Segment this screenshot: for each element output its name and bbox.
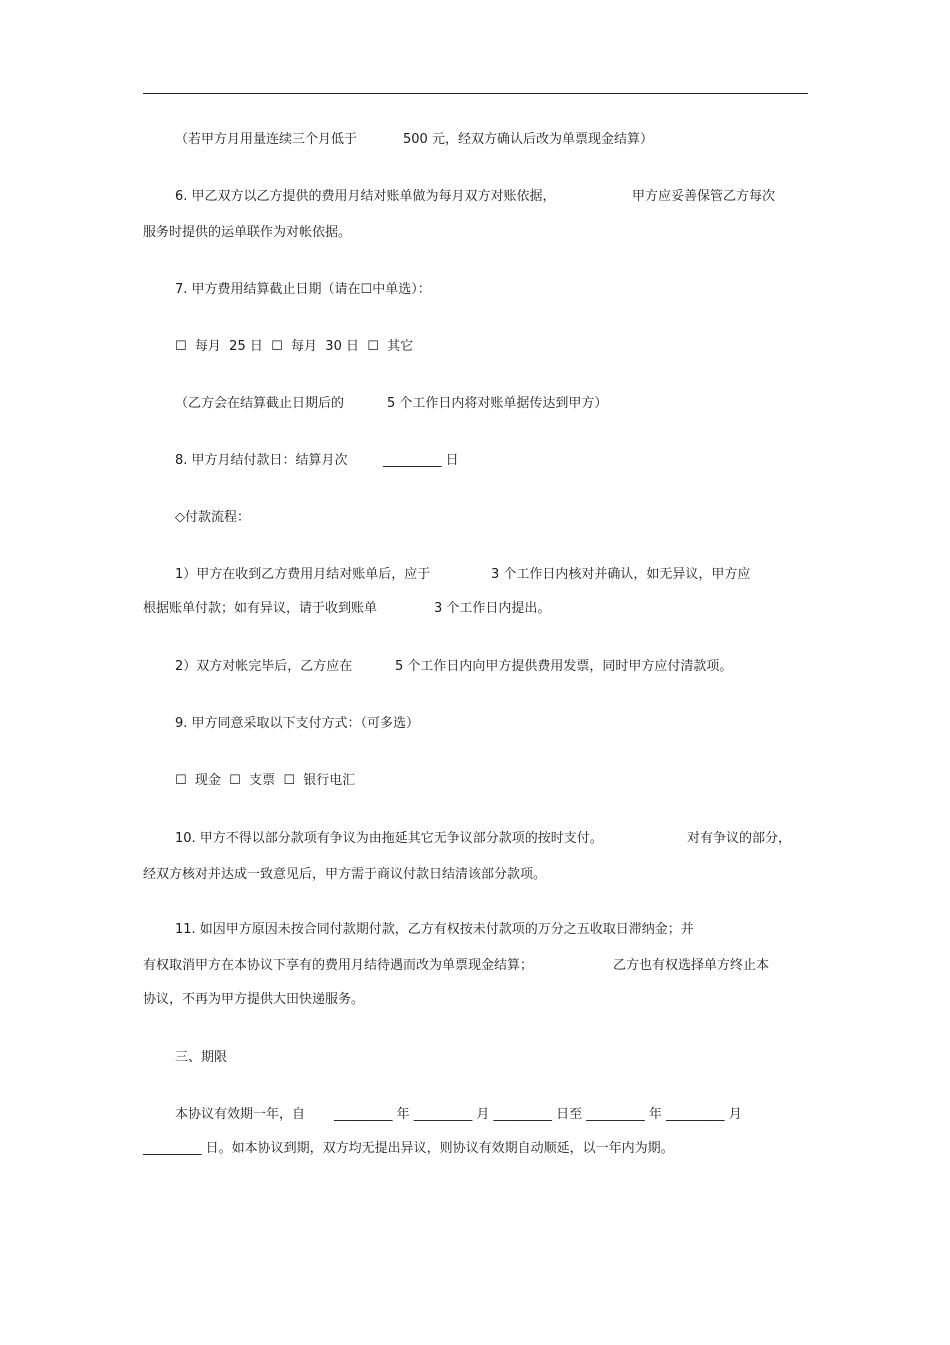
text-line: 500 元，经双方确认后改为单票现金结算） <box>403 132 653 147</box>
text-line: （若甲方月用量连续三个月低于 <box>175 132 358 147</box>
checkbox-options-settlement[interactable]: ☐ 每月 25 日 ☐ 每月 30 日 ☐ 其它 <box>175 339 414 354</box>
clause-11-line: 11. 如因甲方原因未按合同付款期付款，乙方有权按未付款项的万分之五收取日滞纳金；并 <box>175 922 694 937</box>
clause-10-line: 10. 甲方不得以部分款项有争议为由拖延其它无争议部分款项的按时支付。 <box>175 831 603 846</box>
text-line: （乙方会在结算截止日期后的 <box>175 396 345 411</box>
clause-10-line: 经双方核对并达成一致意见后，甲方需于商议付款日结清该部分款项。 <box>143 867 547 882</box>
clause-6-line: 甲方应妥善保管乙方每次 <box>632 189 776 204</box>
clause-8-line: 8. 甲方月结付款日：结算月次 <box>175 453 348 468</box>
clause-11-line: 乙方也有权选择单方终止本 <box>613 958 770 973</box>
clause-6-line: 服务时提供的运单联作为对帐依据。 <box>143 225 352 240</box>
term-line: 本协议有效期一年，自 <box>175 1107 306 1122</box>
process-step-1: 3 个工作日内提出。 <box>434 601 551 616</box>
clause-6-line: 6. 甲乙双方以乙方提供的费用月结对账单做为每月双方对账依据， <box>175 189 556 204</box>
process-step-1: 3 个工作日内核对并确认，如无异议，甲方应 <box>491 567 751 582</box>
checkbox-options-payment[interactable]: ☐ 现金 ☐ 支票 ☐ 银行电汇 <box>175 773 356 788</box>
payment-process-heading: ◇付款流程： <box>175 510 250 525</box>
process-step-2: 5 个工作日内向甲方提供费用发票，同时甲方应付清款项。 <box>395 659 733 674</box>
term-line: _________ 日。如本协议到期，双方均无提出异议，则协议有效期自动顺延，以一年内为期。 <box>143 1141 674 1156</box>
process-step-1: 1）甲方在收到乙方费用月结对账单后，应于 <box>175 567 431 582</box>
process-step-2: 2）双方对帐完毕后，乙方应在 <box>175 659 353 674</box>
clause-7-line: 7. 甲方费用结算截止日期（请在☐中单选）： <box>175 282 431 297</box>
payment-day-blank[interactable]: _________ 日 <box>383 453 459 468</box>
text-line: 5 个工作日内将对账单据传达到甲方） <box>387 396 608 411</box>
clause-9-line: 9. 甲方同意采取以下支付方式：（可多选） <box>175 716 420 731</box>
clause-11-line: 有权取消甲方在本协议下享有的费用月结待遇而改为单票现金结算； <box>143 958 534 973</box>
process-step-1: 根据账单付款；如有异议，请于收到账单 <box>143 601 378 616</box>
term-date-blanks[interactable]: _________ 年 _________ 月 _________ 日至 _________ 年 _________ 月 <box>334 1107 742 1122</box>
clause-10-line: 对有争议的部分， <box>687 831 792 846</box>
section-3-heading: 三、期限 <box>175 1050 228 1065</box>
clause-11-line: 协议，不再为甲方提供大田快递服务。 <box>143 992 365 1007</box>
header-rule <box>143 93 808 94</box>
